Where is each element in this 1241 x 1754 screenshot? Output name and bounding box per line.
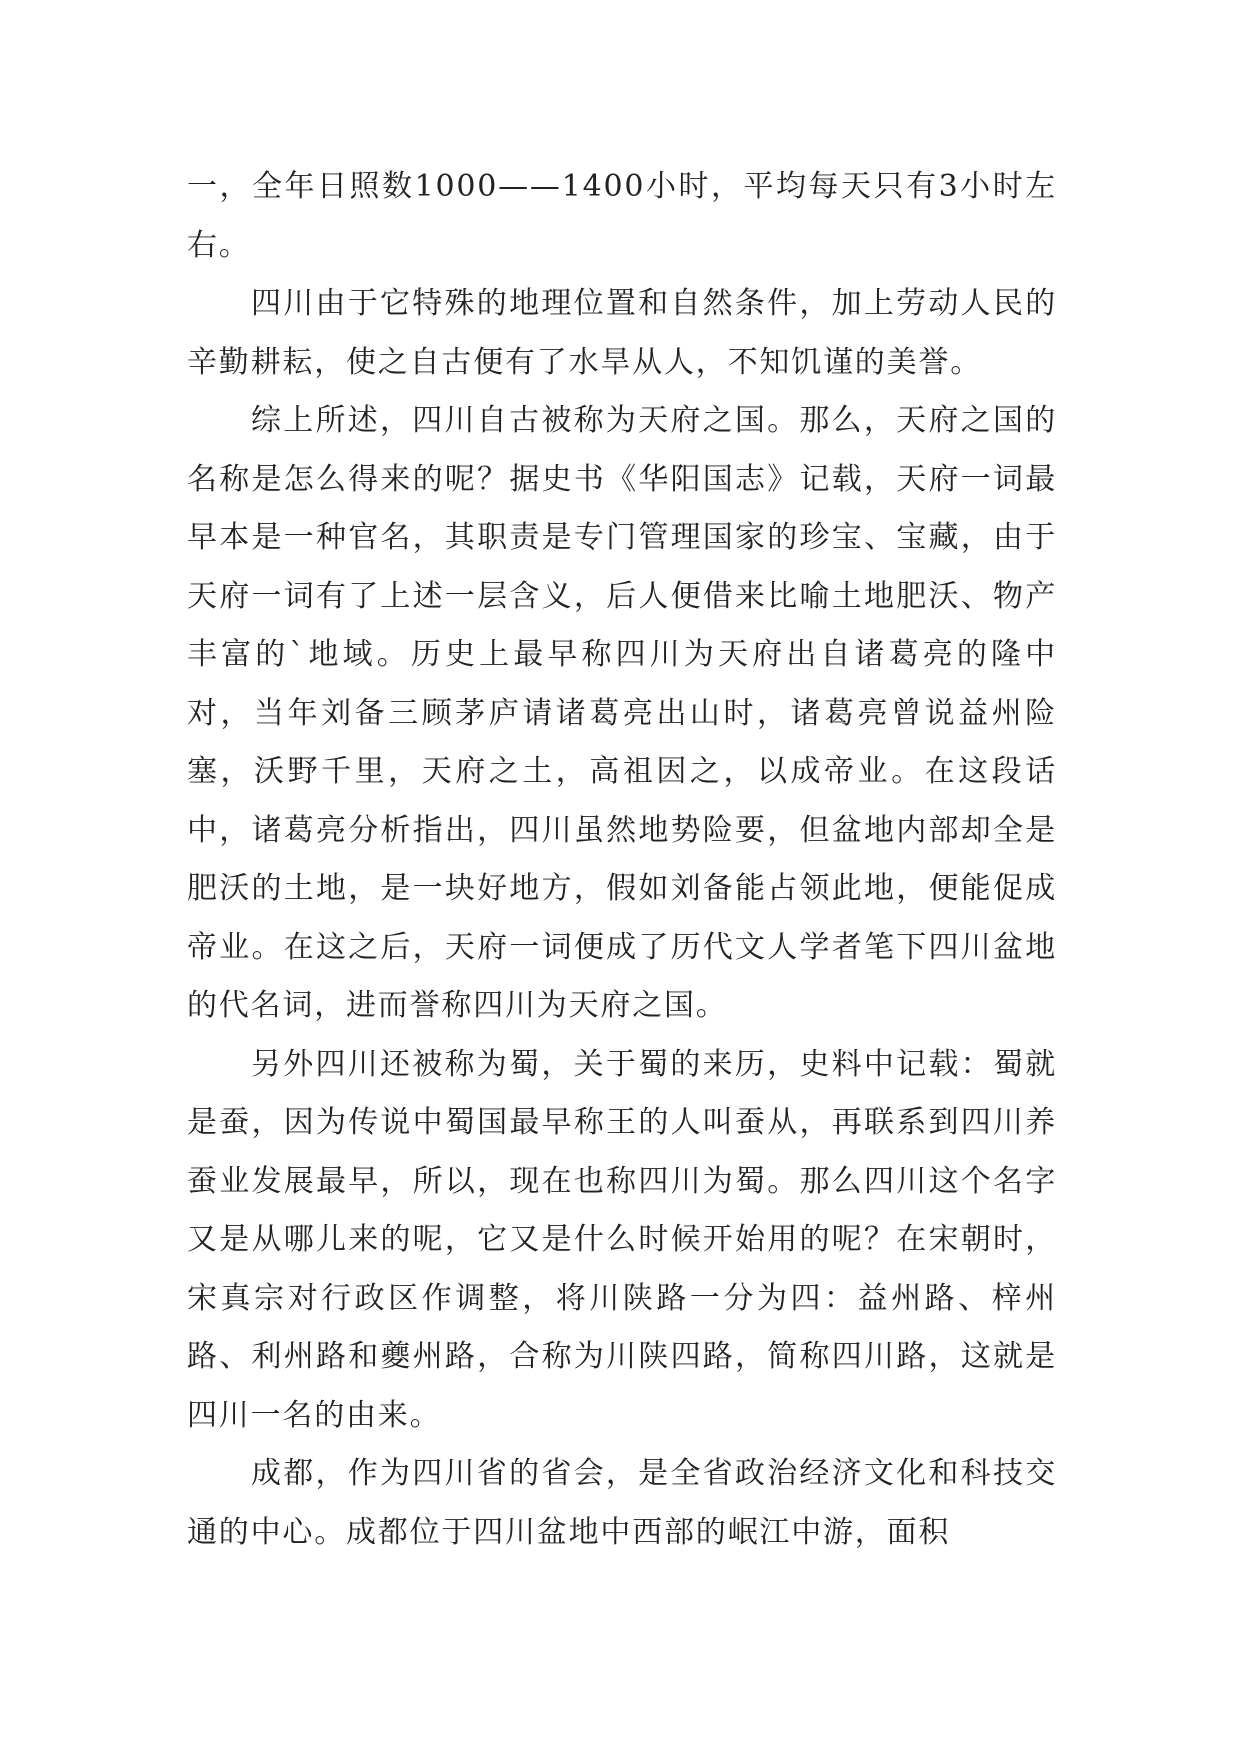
paragraph-chengdu: 成都，作为四川省的省会，是全省政治经济文化和科技交通的中心。成都位于四川盆地中西部的岷江中游，面积	[187, 1456, 1057, 1550]
paragraph-continuation: 一，全年日照数1000——1400小时，平均每天只有3小时左右。	[187, 169, 1057, 263]
paragraph-tianfu-origin: 综上所述，四川自古被称为天府之国。那么，天府之国的名称是怎么得来的呢？据史书《华阳国志》记载，天府一词最早本是一种官名，其职责是专门管理国家的珍宝、宝藏，由于天府一词有了上述一层含义，后人便借来比喻土地肥沃、物产丰富的`地域。历史上最早称四川为天府出自诸葛亮的隆中对，当年刘备三顾茅庐请诸葛亮出山时，诸葛亮曾说益州险塞，沃野千里，天府之土，高祖因之，以成帝业。在这段话中，诸葛亮分析指出，四川虽然地势险要，但盆地内部却全是肥沃的土地，是一块好地方，假如刘备能占领此地，便能促成帝业。在这之后，天府一词便成了历代文人学者笔下四川盆地的代名词，进而誉称四川为天府之国。	[187, 403, 1057, 1023]
paragraph-sichuan-geography: 四川由于它特殊的地理位置和自然条件，加上劳动人民的辛勤耕耘，使之自古便有了水旱从人，不知饥谨的美誉。	[187, 286, 1057, 380]
document-body	[187, 158, 1057, 1562]
paragraph-shu-origin: 另外四川还被称为蜀，关于蜀的来历，史料中记载：蜀就是蚕，因为传说中蜀国最早称王的人叫蚕从，再联系到四川养蚕业发展最早，所以，现在也称四川为蜀。那么四川这个名字又是从哪儿来的呢，它又是什么时候开始用的呢？在宋朝时，宋真宗对行政区作调整，将川陕路一分为四：益州路、梓州路、利州路和夔州路，合称为川陕四路，简称四川路，这就是四川一名的由来。	[187, 1046, 1057, 1433]
